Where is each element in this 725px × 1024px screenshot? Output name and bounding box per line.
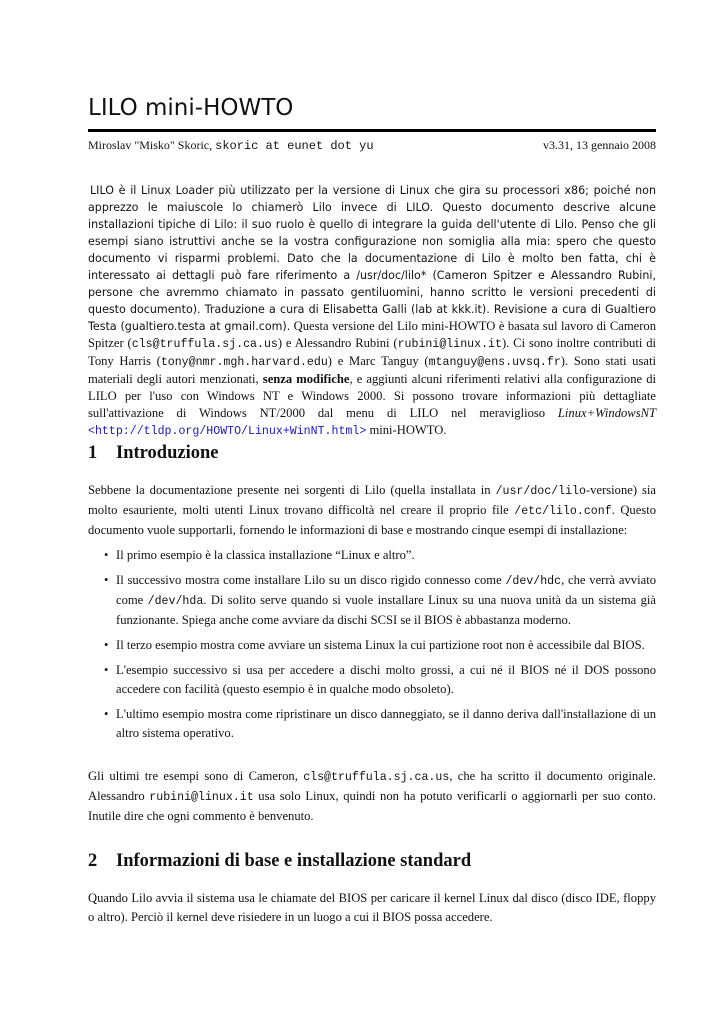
version-date: v3.31, 13 gennaio 2008	[543, 138, 656, 152]
section-1-heading	[88, 441, 218, 465]
section-1-intro: Sebbene la documentazione presente nei sorgenti di Lilo (quella installata in /usr/doc/lilo-versione) sia molto esauriente, molti utenti Linux trovano difficoltà nel creare il proprio file /etc/lilo.conf. Questo documento vuole supportarli, fornendo le informazioni di base e mostrando cinque esempi di installazione:	[88, 483, 656, 537]
list-item: • Il terzo esempio mostra come avviare un sistema Linux la cui partizione root non è accessibile dal BIOS.	[104, 636, 656, 655]
path-usr-doc-lilo: /usr/doc/lilo	[495, 485, 586, 498]
abstract-sans-text: LILO è il Linux Loader più utilizzato per la versione di Linux che gira su processori x86; poiché non apprezzo le maiuscole lo chiamerò Lilo invece di LILO. Questo documento descrive alcune installazioni tipiche di Lilo: il suo ruolo è quello di integrare la guida dell'utente di Lilo. Penso che gli esempi siano istruttivi anche se la vostra configurazione non somiglia alla mia: spero che questo documento vi risparmi problemi. Dato che la documentazione di Lilo è molto ben fatta, chi è interessato ai dettagli può fare riferimento a /usr/doc/lilo* (Cameron Spitzer e Alessandro Rubini, persone che avremmo chiamato in passato gentiluomini, hanno scritto le versioni precedenti di questo documento). Traduzione a cura di Elisabetta Galli (lab at kkk.it). Revisione a cura di Gualtiero Testa (gualtiero.testa at gmail.com).	[88, 184, 656, 333]
bullet-icon: •	[104, 548, 109, 562]
abstract-serif-text: Questa versione del Lilo mini-HOWTO è basata sul lavoro di Cameron Spitzer (cls@truffula.sj.ca.us) e Alessandro Rubini (rubini@linux.it). Ci sono inoltre contributi di Tony Harris (tony@nmr.mgh.harvard.edu) e Marc Tanguy (mtanguy@ens.uvsq.fr). Sono stati usati materiali degli autori menzionati, senza modifiche, e aggiunti alcuni riferimenti relativi alla configurazione di LILO per l'uso con Windows NT e Windows 2000. Si possono trovare informazioni più dettagliate sull'attivazione di Windows NT/2000 dal menu di LILO nel meraviglioso Linux+WindowsNT <http://tldp.org/HOWTO/Linux+WinNT.html> mini-HOWTO.	[88, 319, 657, 438]
email-marc: mtanguy@ens.uvsq.fr	[428, 356, 561, 369]
list-item: • Il successivo mostra come installare Lilo su un disco rigido connesso come /dev/hdc, che verrà avviato come /dev/hda. Di solito serve quando si vuole installare Linux su una nuova unità da un sistema già funzionante. Spiega anche come avviare da dischi SCSI se il BIOS è abbastanza moderno.	[104, 573, 657, 627]
author-name: Miroslav "Misko" Skoric,	[88, 138, 216, 152]
bullet-icon: •	[104, 638, 109, 652]
email-cls-closing: cls@truffula.sj.ca.us	[303, 771, 450, 784]
section-2-number: 2	[88, 851, 98, 871]
email-tony: tony@nmr.mgh.harvard.edu	[160, 356, 328, 369]
list-item: • Il primo esempio è la classica installazione “Linux e altro”.	[104, 546, 656, 565]
email-rubini-closing: rubini@linux.it	[149, 791, 254, 804]
howto-link[interactable]: <http://tldp.org/HOWTO/Linux+WinNT.html>	[88, 425, 367, 438]
email-rubini: rubini@linux.it	[397, 338, 502, 351]
bullet-icon: •	[104, 573, 109, 587]
bullet-icon: •	[104, 663, 109, 677]
italic-title: Linux+WindowsNT	[557, 406, 656, 420]
section-2-paragraph: Quando Lilo avvia il sistema usa le chiamate del BIOS per caricare il kernel Linux dal disco (disco IDE, floppy o altro). Perciò il kernel deve risiedere in un luogo a cui il BIOS possa accedere.	[88, 891, 656, 924]
section-1-closing: Gli ultimi tre esempi sono di Cameron, cls@truffula.sj.ca.us, che ha scritto il documento originale. Alessandro rubini@linux.it usa solo Linux, quindi non ha potuto verificarli o aggiornarli per suo conto. Inutile dire che ogni commento è benvenuto.	[88, 769, 656, 823]
section-2-heading	[88, 849, 471, 873]
dev-hdc: /dev/hdc	[505, 575, 562, 588]
document-title: LILO mini-HOWTO	[88, 95, 294, 121]
bullet-icon: •	[104, 707, 109, 721]
examples-list	[104, 546, 656, 749]
list-item: • L'esempio successivo si usa per accedere a dischi molto grossi, a cui né il BIOS né il DOS possono accedere con facilità (questo esempio è in qualche modo obsoleto).	[104, 663, 656, 696]
title-rule	[88, 129, 656, 132]
section-1-title: Introduzione	[116, 443, 219, 463]
bold-emphasis: senza modifiche	[262, 372, 350, 386]
section-2-title: Informazioni di base e installazione standard	[116, 851, 472, 871]
email-cls: cls@truffula.sj.ca.us	[131, 338, 278, 351]
abstract	[88, 182, 656, 440]
list-item: • L'ultimo esempio mostra come ripristinare un disco danneggiato, se il danno deriva dall'installazione di un altro sistema operativo.	[104, 707, 656, 740]
dev-hda: /dev/hda	[147, 595, 204, 608]
path-etc-lilo-conf: /etc/lilo.conf	[514, 505, 612, 518]
author-email: skoric at eunet dot yu	[215, 139, 374, 153]
section-1-number: 1	[88, 443, 98, 463]
author-line	[88, 137, 374, 154]
